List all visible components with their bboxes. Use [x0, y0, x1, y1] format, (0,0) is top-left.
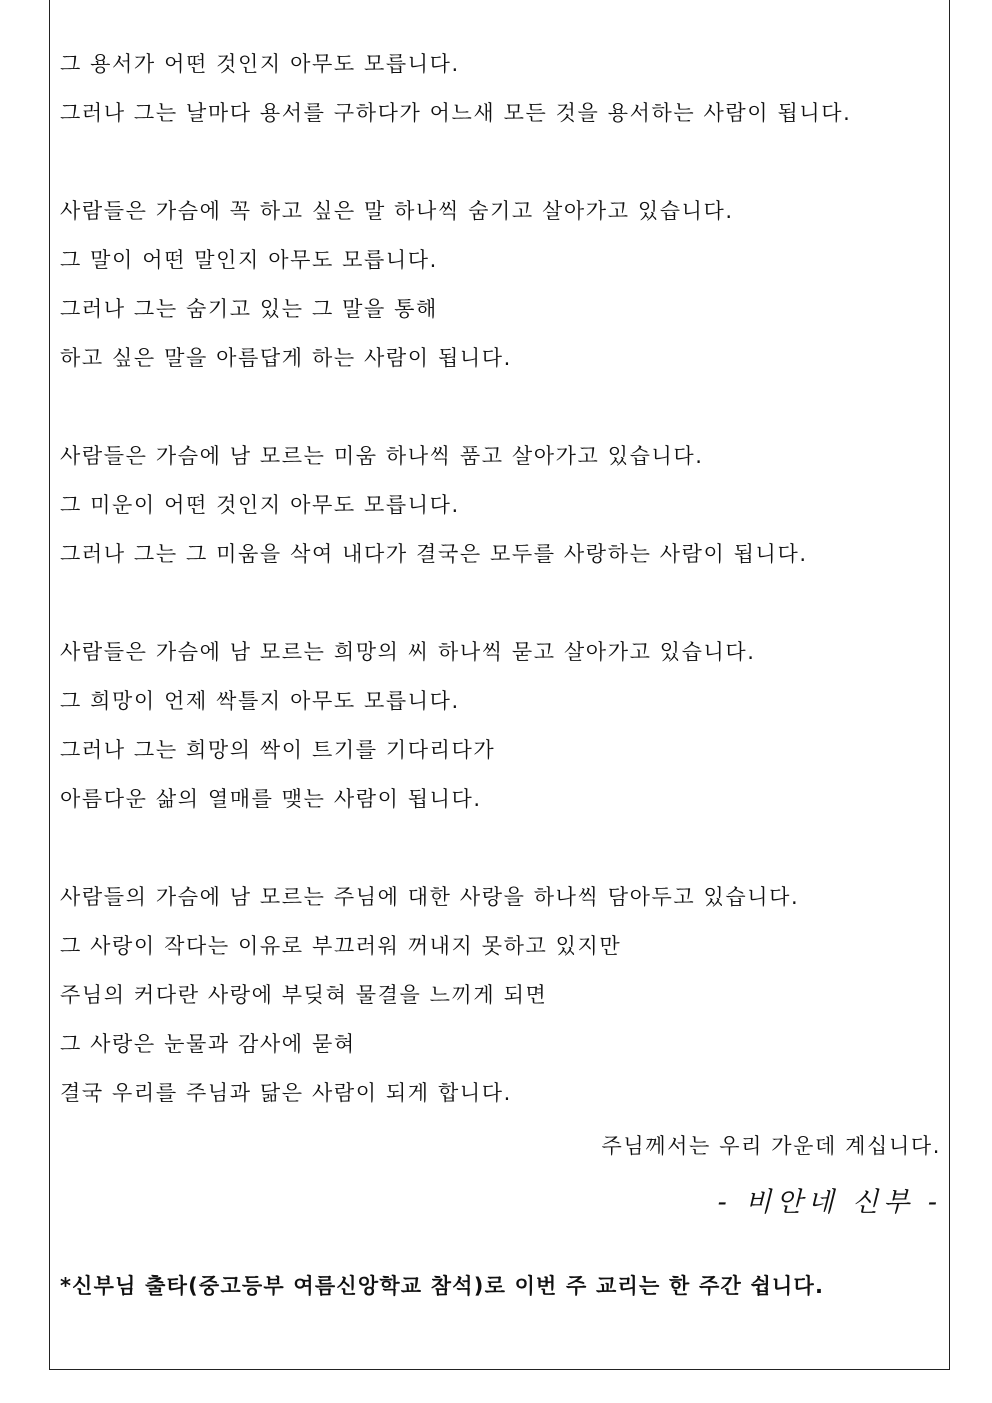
poem-line: 결국 우리를 주님과 닮은 사람이 되게 합니다.	[60, 1081, 512, 1105]
stanza-gap	[60, 138, 940, 187]
closing-line: 주님께서는 우리 가운데 계십니다.	[601, 1134, 941, 1158]
poem-line: 그 말이 어떤 말인지 아무도 모릅니다.	[60, 248, 438, 272]
poem-line: 그러나 그는 희망의 싹이 트기를 기다리다가	[60, 738, 496, 762]
poem-line: 그 미운이 어떤 것인지 아무도 모릅니다.	[60, 493, 460, 517]
poem-line: 그 사랑이 작다는 이유로 부끄러워 꺼내지 못하고 있지만	[60, 934, 622, 958]
poem-line: 그 용서가 어떤 것인지 아무도 모릅니다.	[60, 52, 460, 76]
poem-line: 그러나 그는 날마다 용서를 구하다가 어느새 모든 것을 용서하는 사람이 됩니다.	[60, 101, 852, 125]
poem-line: 그러나 그는 그 미움을 삭여 내다가 결국은 모두를 사랑하는 사람이 됩니다.	[60, 542, 808, 566]
poem-line: 하고 싶은 말을 아름답게 하는 사람이 됩니다.	[60, 346, 512, 370]
poem-line: 사람들의 가슴에 남 모르는 주님에 대한 사랑을 하나씩 담아두고 있습니다.	[60, 885, 800, 909]
notice-text: *신부님 출타(중고등부 여름신앙학교 참석)로 이번 주 교리는 한 주간 쉽니다.	[60, 1274, 825, 1298]
poem-line: 그 희망이 언제 싹틀지 아무도 모릅니다.	[60, 689, 460, 713]
poem-line: 아름다운 삶의 열매를 맺는 사람이 됩니다.	[60, 787, 482, 811]
stanza-gap	[60, 383, 940, 432]
poem-body	[60, 40, 940, 1118]
poem-line: 그러나 그는 숨기고 있는 그 말을 통해	[60, 297, 438, 321]
stanza-gap	[60, 824, 940, 873]
signature: - 비안네 신부 -	[717, 1187, 942, 1218]
poem-line: 주님의 커다란 사랑에 부딪혀 물결을 느끼게 되면	[60, 983, 548, 1007]
poem-line: 그 사랑은 눈물과 감사에 묻혀	[60, 1032, 356, 1056]
poem-line: 사람들은 가슴에 남 모르는 희망의 씨 하나씩 묻고 살아가고 있습니다.	[60, 640, 756, 664]
poem-line: 사람들은 가슴에 꼭 하고 싶은 말 하나씩 숨기고 살아가고 있습니다.	[60, 199, 734, 223]
stanza-gap	[60, 579, 940, 628]
poem-line: 사람들은 가슴에 남 모르는 미움 하나씩 품고 살아가고 있습니다.	[60, 444, 704, 468]
